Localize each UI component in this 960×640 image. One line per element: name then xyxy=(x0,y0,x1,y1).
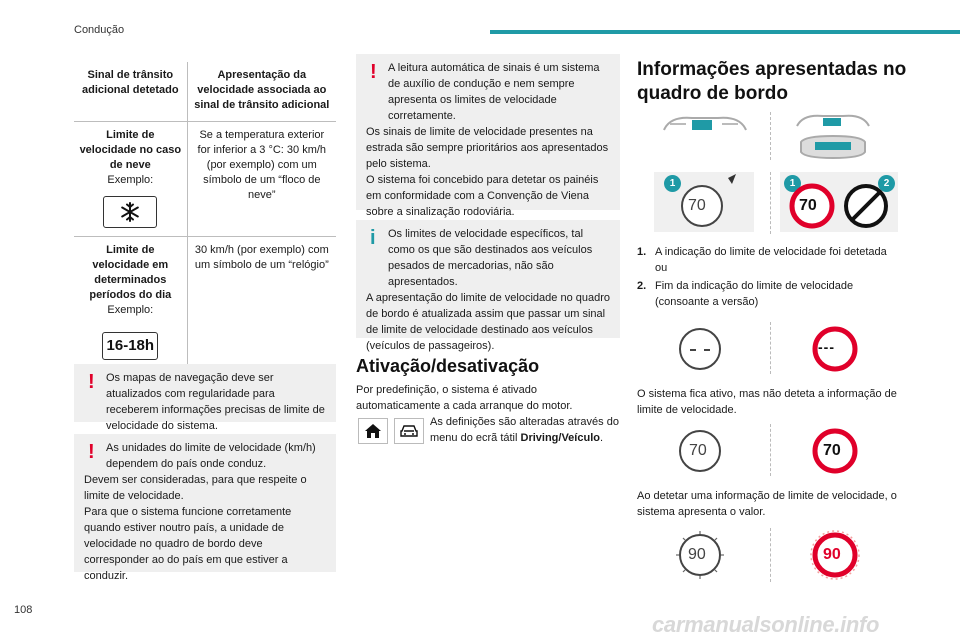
signs-table xyxy=(74,62,336,369)
callout-badge: 1 xyxy=(784,175,801,192)
watermark-logo: carmanualsonline.info xyxy=(652,612,880,637)
row-description: Se a temperatura exterior for inferior a 3 °C: 30 km/h (por exemplo) com um símbolo de um “floco de neve” xyxy=(187,122,336,237)
activation-heading: Ativação/desativação xyxy=(356,356,540,376)
row-description: 30 km/h (por exemplo) com um símbolo de um “relógio” xyxy=(187,237,336,369)
time-period-panel: 16-18h xyxy=(102,332,158,360)
instrument-panel-illustration xyxy=(795,112,871,167)
list-item: 1. A indicação do limite de velocidade foi detetada ou xyxy=(637,246,887,274)
activation-menu-text: As definições são alteradas através do menu do ecrã tátil Driving/Veículo. xyxy=(430,416,619,444)
page-number: 108 xyxy=(14,604,33,616)
speed-sign-icon xyxy=(780,172,898,232)
dashboard-heading: Informações apresentadas no quadro de bordo xyxy=(637,59,907,104)
row-title: Limite de velocidade no caso de neve xyxy=(79,129,182,171)
activation-text: Por predefinição, o sistema é ativado automaticamente a cada arranque do motor. xyxy=(356,384,573,412)
home-icon xyxy=(358,418,388,444)
callout-list xyxy=(637,244,897,310)
table-row xyxy=(74,237,336,369)
note-navigation-maps: ! Os mapas de navegação deve ser atualizados com regularidade para receberem informações precisas de limite de velocidade do sistema. xyxy=(74,364,336,422)
row-example-label: Exemplo: xyxy=(107,304,154,316)
callout-badge: 2 xyxy=(878,175,895,192)
table-header-detected: Sinal de trânsito adicional detetado xyxy=(74,62,187,122)
list-item: 2. Fim da indicação do limite de velocidade (consoante a versão) xyxy=(637,280,854,308)
caption-value: Ao detetar uma informação de limite de velocidade, o sistema apresenta o valor. xyxy=(637,490,897,518)
table-row xyxy=(74,122,336,237)
no-limit-display-icon xyxy=(675,326,725,372)
warning-icon: ! xyxy=(88,441,95,463)
snowflake-icon xyxy=(103,196,157,228)
note-specific-limits: i Os limites de velocidade específicos, tal como os que são destinados aos veículos pesados de mercadorias, não são apresentados. A apresentação do limite de velocidade no quadro de bordo é atualizada assim que passar um sinal de limite de velocidade destinado aos veículos (veículos de passageiros). xyxy=(356,220,620,338)
signs-table-block xyxy=(74,62,336,369)
sign-dashes: --- xyxy=(818,339,835,355)
warning-icon: ! xyxy=(370,61,377,83)
caption-inactive: O sistema fica ativo, mas não deteta a informação de limite de velocidade. xyxy=(637,388,897,416)
detected-limit-panel: 1 70 xyxy=(654,172,754,232)
note-automatic-reading: ! A leitura automática de sinais é um sistema de auxílio de condução e nem sempre apresenta os limites de velocidade corretamente. Os sinais de limite de velocidade presentes na estrada são sempre prioritários aos apresentados pelo sistema. O sistema foi concebido para detetar os painéis em conformidade com a Convenção de Viena sobre a sinalização rodoviária. xyxy=(356,54,620,210)
note-speed-units: ! As unidades do limite de velocidade (km/h) dependem do país onde conduz. Devem ser consideradas, para que respeite o limite de velocidade. Para que o sistema funcione corretamente quando estiver noutro país, a unidade de velocidade no quadro de bordo deve corresponder ao do país em que estiver a conduzir. xyxy=(74,434,336,572)
row-title: Limite de velocidade em determinados períodos do dia xyxy=(89,244,172,301)
row-example-label: Exemplo: xyxy=(107,174,154,186)
warning-icon: ! xyxy=(88,371,95,393)
section-title: Condução xyxy=(74,24,125,36)
callout-badge: 1 xyxy=(664,175,681,192)
instrument-panel-illustration xyxy=(660,112,750,141)
detected-sign-panel: 1 2 70 xyxy=(780,172,898,232)
header-accent-bar xyxy=(490,30,960,34)
info-icon: i xyxy=(370,227,376,249)
car-icon xyxy=(394,418,424,444)
table-header-display: Apresentação da velocidade associada ao sinal de trânsito adicional xyxy=(187,62,336,122)
